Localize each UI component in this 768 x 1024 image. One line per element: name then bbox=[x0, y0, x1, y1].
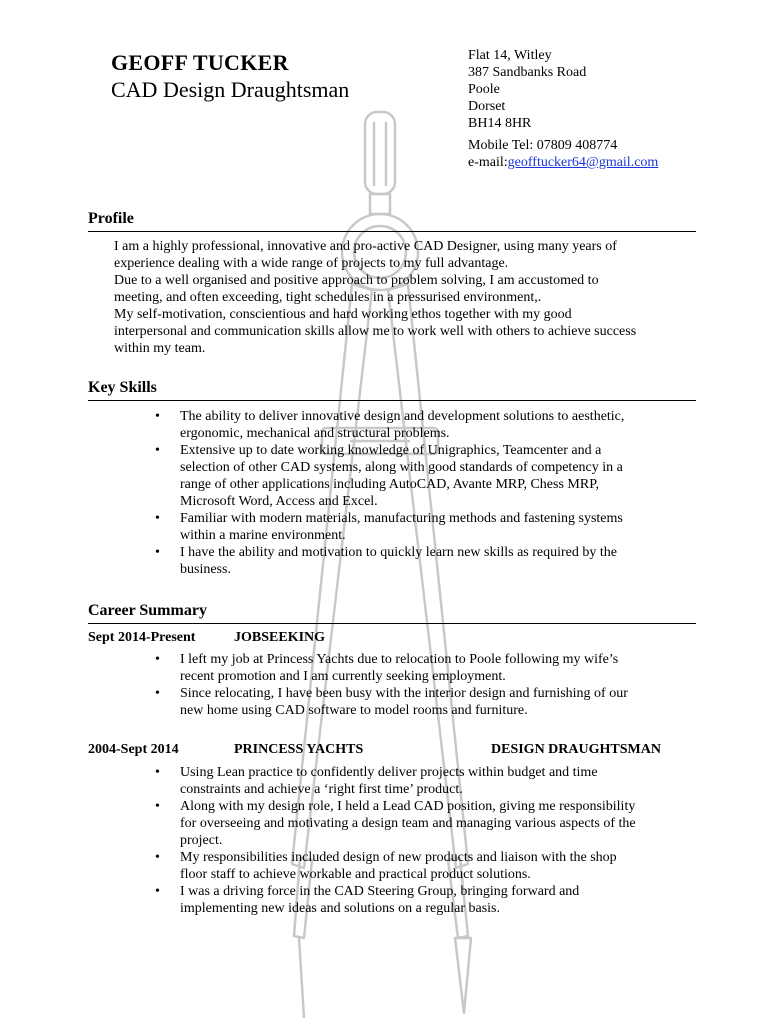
section-divider bbox=[88, 623, 696, 624]
list-item: • Using Lean practice to confidently deliver projects within budget and time constraints and achieve a ‘right first time’ product. bbox=[155, 765, 598, 797]
key-skills-list bbox=[152, 408, 692, 578]
job-company: JOBSEEKING bbox=[234, 630, 326, 645]
job-position: DESIGN DRAUGHTSMAN bbox=[491, 742, 661, 757]
job-header bbox=[88, 630, 698, 648]
job-dates: Sept 2014-Present bbox=[88, 630, 196, 645]
list-item: • Extensive up to date working knowledge of Unigraphics, Teamcenter and a selection of other CAD systems, along with good standards of competency in a range of other applications including AutoCAD, Avante MRP, Chess MRP, Microsoft Word, Access and Excel. bbox=[155, 443, 623, 509]
list-item: • I have the ability and motivation to quickly learn new skills as required by the business. bbox=[155, 545, 618, 577]
profile-line: I am a highly professional, innovative and pro-active CAD Designer, using many years of bbox=[114, 239, 617, 254]
profile-line: experience dealing with a wide range of projects to my full advantage. bbox=[114, 256, 509, 271]
profile-line: within my team. bbox=[114, 341, 206, 356]
section-divider bbox=[88, 231, 696, 232]
address-line: Flat 14, Witley bbox=[468, 48, 552, 63]
list-item: • My responsibilities included design of new products and liaison with the shop floor staff to achieve workable and practical product solutions. bbox=[155, 850, 617, 882]
job-duties-list bbox=[152, 764, 692, 917]
address-line: 387 Sandbanks Road bbox=[468, 65, 587, 80]
section-title: Career Summary bbox=[88, 602, 207, 619]
key-skills-heading bbox=[88, 378, 696, 401]
address-line: Dorset bbox=[468, 99, 506, 114]
job-dates: 2004-Sept 2014 bbox=[88, 742, 179, 757]
profile-line: My self-motivation, conscientious and hard working ethos together with my good bbox=[114, 307, 572, 322]
mobile-phone: Mobile Tel: 07809 408774 bbox=[468, 138, 618, 153]
list-item: • Familiar with modern materials, manufacturing methods and fastening systems within a marine environment. bbox=[155, 511, 623, 543]
address-line: BH14 8HR bbox=[468, 116, 532, 131]
job-duties-list bbox=[152, 651, 692, 719]
job-header bbox=[88, 742, 698, 760]
contact-block bbox=[468, 47, 658, 171]
list-item: • The ability to deliver innovative design and development solutions to aesthetic, ergonomic, mechanical and structural problems. bbox=[155, 409, 625, 441]
list-item: • Along with my design role, I held a Lead CAD position, giving me responsibility for overseeing and motivating a design team and managing various aspects of the project. bbox=[155, 799, 636, 848]
list-item: • I was a driving force in the CAD Steering Group, bringing forward and implementing new ideas and solutions on a regular basis. bbox=[155, 884, 580, 916]
list-item: • Since relocating, I have been busy with the interior design and furnishing of our new home using CAD software to model rooms and furniture. bbox=[155, 686, 628, 718]
email-label: e-mail: bbox=[468, 155, 508, 170]
job-company: PRINCESS YACHTS bbox=[234, 742, 364, 757]
profile-line: meeting, and often exceeding, tight schedules in a pressurised environment,. bbox=[114, 290, 542, 305]
section-divider bbox=[88, 400, 696, 401]
candidate-title: CAD Design Draughtsman bbox=[111, 77, 350, 102]
section-title: Key Skills bbox=[88, 379, 157, 396]
candidate-name: GEOFF TUCKER bbox=[111, 50, 289, 75]
profile-text bbox=[114, 238, 694, 357]
section-title: Profile bbox=[88, 210, 134, 227]
career-summary-heading bbox=[88, 601, 696, 624]
email-line bbox=[468, 154, 658, 171]
profile-line: interpersonal and communication skills allow me to work well with others to achieve success bbox=[114, 324, 637, 339]
profile-heading bbox=[88, 209, 696, 232]
address-line: Poole bbox=[468, 82, 500, 97]
email-link[interactable]: geofftucker64@gmail.com bbox=[507, 155, 659, 170]
list-item: • I left my job at Princess Yachts due to relocation to Poole following my wife’s recent promotion and I am currently seeking employment. bbox=[155, 652, 619, 684]
profile-line: Due to a well organised and positive approach to problem solving, I am accustomed to bbox=[114, 273, 599, 288]
